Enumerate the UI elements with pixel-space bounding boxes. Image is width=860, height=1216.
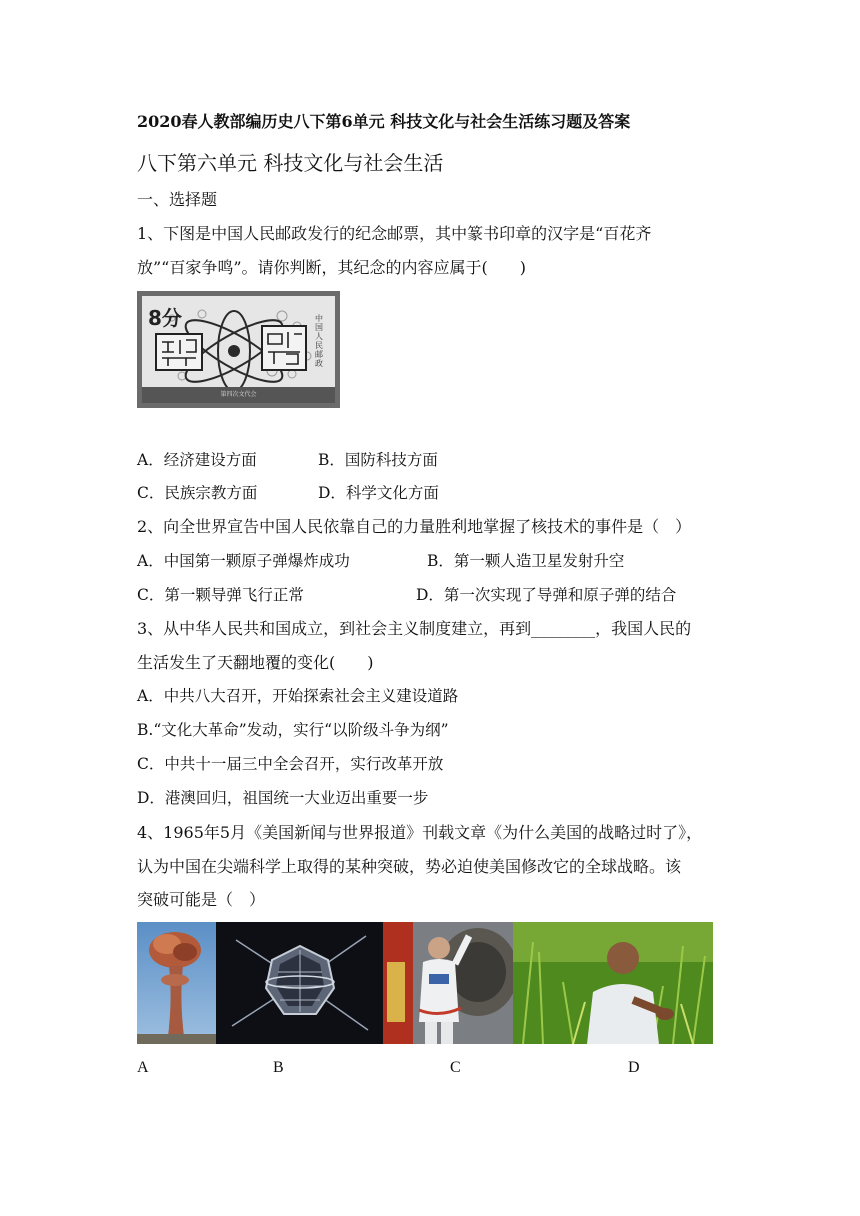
document-title: 2020春人教部编历史八下第6单元 科技文化与社会生活练习题及答案 (137, 112, 631, 131)
question-4-line-2: 认为中国在尖端科学上取得的某种突破，势必迫使美国修改它的全球战略。该 (137, 857, 682, 876)
question-3-line-2: 生活发生了天翻地覆的变化( ) (137, 653, 374, 672)
stamp-denomination: 8分 (148, 306, 182, 330)
picture-label-c: C (450, 1059, 461, 1076)
question-1-line-2: 放”“百家争鸣”。请你判断，其纪念的内容应属于( ) (137, 258, 527, 277)
picture-label-d: D (628, 1059, 640, 1076)
picture-label-b: B (273, 1059, 284, 1076)
q3-option-c: C．中共十一届三中全会召开，实行改革开放 (137, 755, 444, 773)
q2-option-a: A．中国第一颗原子弹爆炸成功 (137, 552, 350, 570)
q1-option-a: A．经济建设方面 (137, 451, 257, 469)
picture-label-a: A (137, 1059, 149, 1076)
question-4-line-3: 突破可能是（ ） (137, 890, 266, 909)
q2-option-b: B．第一颗人造卫星发射升空 (427, 552, 625, 570)
q2-option-c: C．第一颗导弹飞行正常 (137, 586, 304, 604)
satellite-photo (216, 922, 383, 1044)
q1-option-d: D．科学文化方面 (318, 484, 439, 502)
q3-option-a: A．中共八大召开，开始探索社会主义建设道路 (137, 687, 459, 705)
q3-option-d: D．港澳回归，祖国统一大业迈出重要一步 (137, 789, 429, 807)
astronaut-photo (383, 922, 513, 1044)
q3-option-b: B.“文化大革命”发动，实行“以阶级斗争为纲” (137, 721, 449, 739)
rice-field-photo (513, 922, 713, 1044)
question-4-line-1: 4、1965年5月《美国新闻与世界报道》刊载文章《为什么美国的战略过时了》， (137, 823, 703, 842)
mushroom-cloud-photo (137, 922, 216, 1044)
question-3-line-1: 3、从中华人民共和国成立，到社会主义制度建立，再到________，我国人民的 (137, 619, 692, 638)
stamp-caption-band: 第四次文代会 (142, 387, 335, 403)
section-heading: 一、选择题 (137, 190, 218, 209)
question-1-line-1: 1、下图是中国人民邮政发行的纪念邮票，其中篆书印章的汉字是“百花齐 (137, 224, 652, 243)
q1-option-b: B．国防科技方面 (318, 451, 438, 469)
unit-title: 八下第六单元 科技文化与社会生活 (137, 151, 444, 175)
q2-option-d: D．第一次实现了导弹和原子弹的结合 (416, 586, 677, 604)
question-2-line-1: 2、向全世界宣告中国人民依靠自己的力量胜利地掌握了核技术的事件是（ ） (137, 517, 692, 536)
commemorative-stamp-image (137, 291, 340, 408)
q1-option-c: C．民族宗教方面 (137, 484, 258, 502)
stamp-issuer-text: 中国人民邮政 (315, 314, 323, 368)
